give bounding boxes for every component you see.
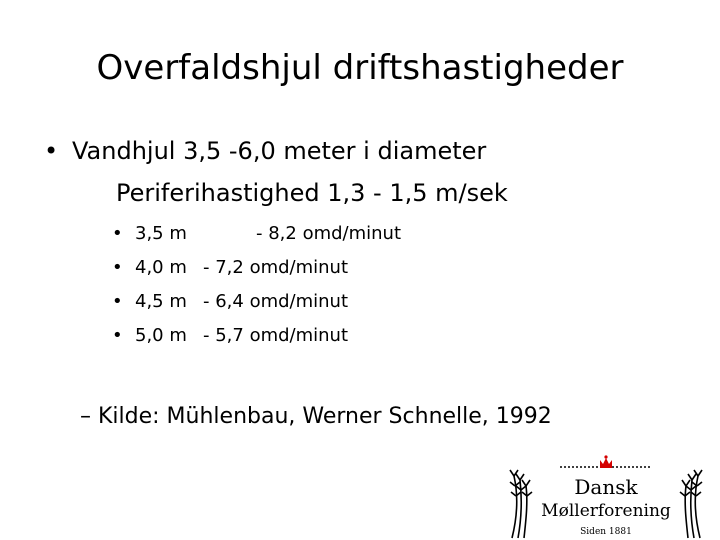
slide-title: Overfaldshjul driftshastigheder (96, 48, 624, 88)
logo-line3: Siden 1881 (580, 527, 632, 537)
bullet-secondary-text: Periferihastighed 1,3 - 1,5 m/sek (116, 179, 508, 207)
speed-diameter: 5,0 m (135, 325, 187, 346)
wheat-icon (680, 470, 702, 538)
speed-diameter: 4,5 m (135, 291, 187, 312)
crown-icon (600, 455, 612, 468)
speed-rate: - 6,4 omd/minut (203, 291, 349, 312)
source-citation: – Kilde: Mühlenbau, Werner Schnelle, 1992 (80, 404, 552, 429)
logo-line1: Dansk (574, 475, 638, 499)
speed-diameter: 3,5 m (135, 223, 187, 244)
speed-rate: - 7,2 omd/minut (203, 257, 349, 278)
bullet-marker: • (44, 137, 59, 165)
bullet-marker: • (112, 325, 123, 346)
logo-line2: Møllerforening (541, 501, 671, 521)
bullet-main-text: Vandhjul 3,5 -6,0 meter i diameter (72, 137, 487, 165)
bullet-marker: • (112, 291, 123, 312)
bullet-main (44, 134, 486, 168)
speed-rate: - 8,2 omd/minut (256, 223, 402, 244)
wheat-icon (510, 470, 532, 538)
bullet-marker: • (112, 257, 123, 278)
bullet-marker: • (112, 223, 123, 244)
dansk-moellerforening-logo (508, 454, 704, 540)
speed-diameter: 4,0 m (135, 257, 187, 278)
speed-rate: - 5,7 omd/minut (203, 325, 349, 346)
